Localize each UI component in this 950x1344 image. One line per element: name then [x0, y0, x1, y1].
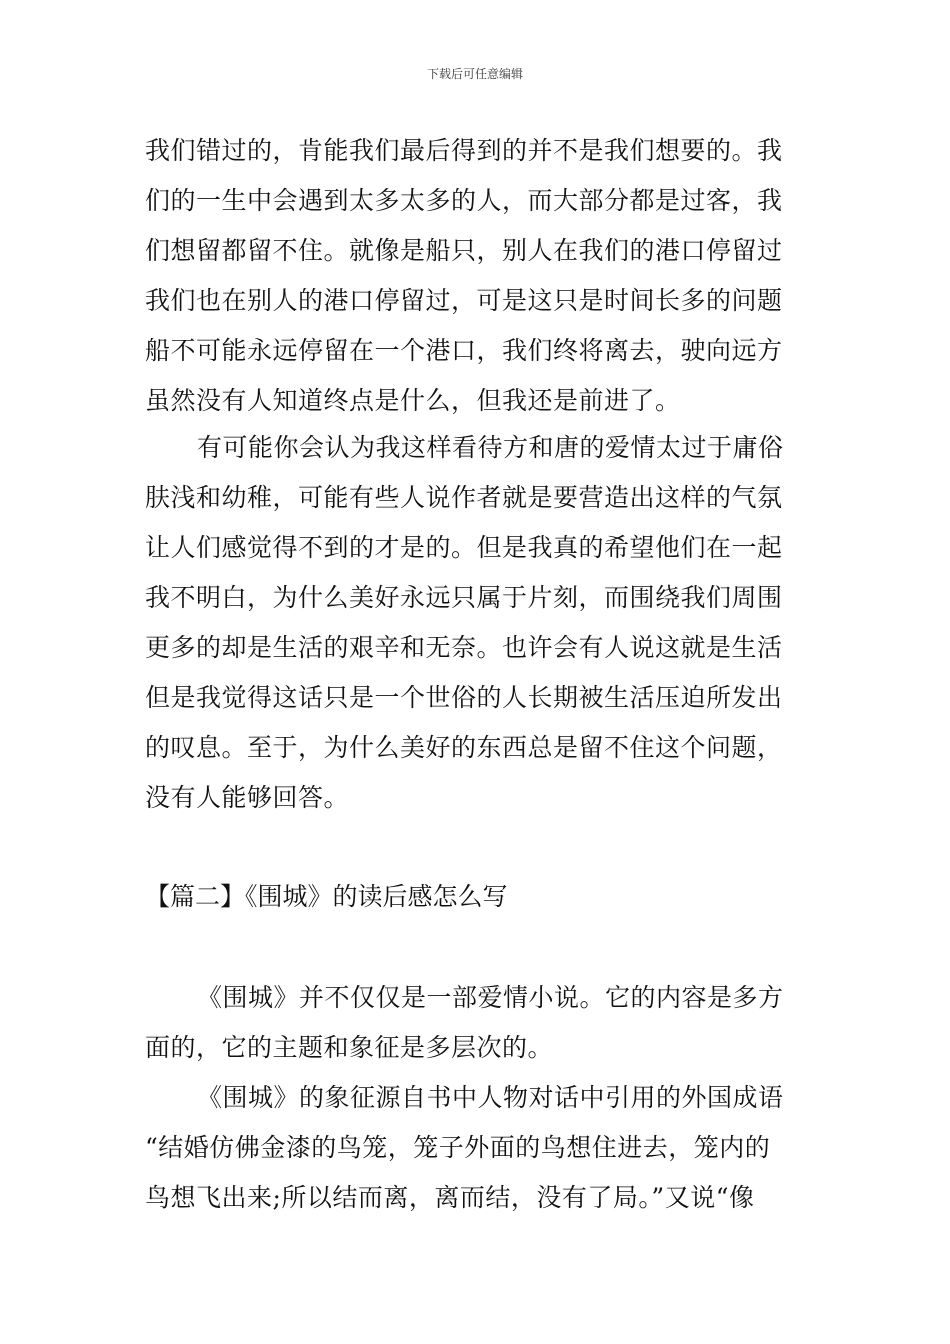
text-line: 我们错过的，肯能我们最后得到的并不是我们想要的。我: [145, 136, 783, 165]
paragraph-continuation: [145, 126, 825, 426]
text-line: 虽然没有人知道终点是什么，但我还是前进了。: [145, 386, 681, 415]
text-line: 我不明白，为什么美好永远只属于片刻，而围绕我们周围: [145, 583, 783, 612]
text-line: 我们也在别人的港口停留过，可是这只是时间长多的问题: [145, 286, 783, 315]
text-line: 没有人能够回答。: [145, 783, 350, 812]
text-line: 更多的却是生活的艰辛和无奈。也许会有人说这就是生活: [145, 633, 783, 662]
section-heading: 【篇二】《围城》的读后感怎么写: [145, 882, 508, 911]
text-line: 有可能你会认为我这样看待方和唐的爱情太过于庸俗: [197, 433, 784, 462]
page-header: 下载后可任意编辑: [426, 67, 523, 81]
text-line: 《围城》并不仅仅是一部爱情小说。它的内容是多方: [197, 983, 784, 1012]
text-line: 《围城》的象征源自书中人物对话中引用的外国成语: [197, 1083, 784, 1112]
text-line: 们想留都留不住。就像是船只，别人在我们的港口停留过: [145, 236, 783, 265]
paragraph-reflection: [145, 423, 825, 823]
text-line: 的叹息。至于，为什么美好的东西总是留不住这个问题，: [145, 733, 783, 762]
text-line: 船不可能永远停留在一个港口，我们终将离去，驶向远方: [145, 336, 783, 365]
text-line: 们的一生中会遇到太多太多的人，而大部分都是过客，我: [145, 186, 783, 215]
text-line: “结婚仿佛金漆的鸟笼，笼子外面的鸟想住进去，笼内的: [145, 1133, 771, 1162]
text-line: 但是我觉得这话只是一个世俗的人长期被生活压迫所发出: [145, 683, 783, 712]
text-line: 让人们感觉得不到的才是的。但是我真的希望他们在一起: [145, 533, 783, 562]
text-line: 鸟想飞出来;所以结而离，离而结，没有了局。”又说“像: [145, 1183, 755, 1212]
text-line: 肤浅和幼稚，可能有些人说作者就是要营造出这样的气氛: [145, 483, 783, 512]
text-line: 面的，它的主题和象征是多层次的。: [145, 1033, 554, 1062]
paragraph-intro: [145, 973, 825, 1223]
